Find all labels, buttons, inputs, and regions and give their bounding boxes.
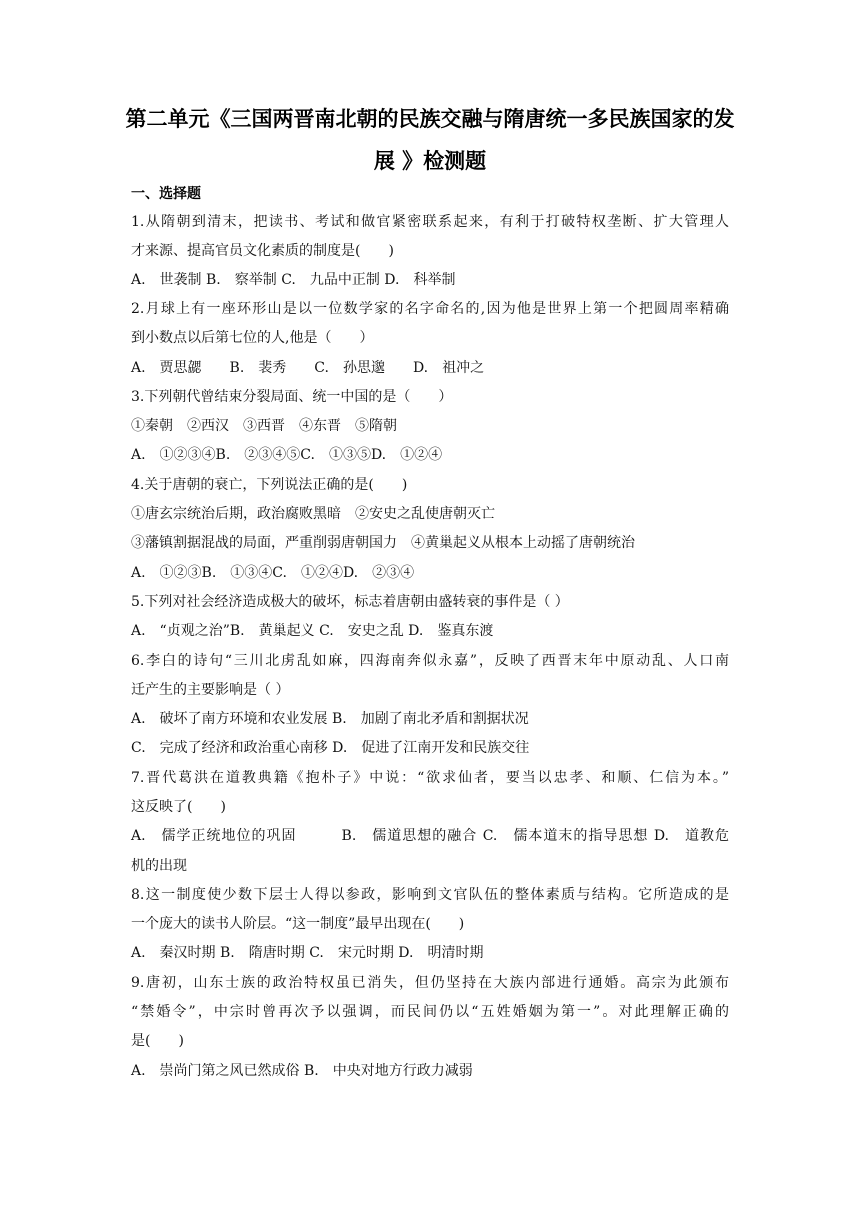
question-4-choices: ①唐玄宗统治后期，政治腐败黑暗 ②安史之乱使唐朝灭亡	[131, 506, 495, 522]
question-2-options: A. 贾思勰 B. 裴秀 C. 孙思邈 D. 祖冲之	[131, 360, 485, 376]
question-9-stem: 是( )	[131, 1033, 184, 1049]
question-5-options: A. “贞观之治”B. 黄巢起义 C. 安史之乱 D. 鉴真东渡	[131, 623, 494, 639]
question-4-stem: 4.关于唐朝的衰亡，下列说法正确的是( )	[131, 477, 408, 493]
question-4-options: A. ①②③B. ①③④C. ①②④D. ②③④	[131, 565, 415, 581]
question-3-choices: ①秦朝 ②西汉 ③西晋 ④东晋 ⑤隋朝	[131, 418, 397, 434]
question-8-options: A. 秦汉时期 B. 隋唐时期 C. 宋元时期 D. 明清时期	[131, 945, 484, 961]
question-9-stem: “禁婚令”，中宗时曾再次予以强调，而民间仍以“五姓婚姻为第一”。对此理解正确的	[131, 1004, 729, 1020]
page-title-line2: 展 》检测题	[373, 149, 487, 173]
question-1-stem: 才来源、提高官员文化素质的制度是( )	[131, 243, 394, 259]
question-2-stem: 2.月球上有一座环形山是以一位数学家的名字命名的,因为他是世界上第一个把圆周率精确	[131, 301, 729, 317]
question-8-stem: 8.这一制度使少数下层士人得以参政，影响到文官队伍的整体素质与结构。它所造成的是	[131, 887, 729, 903]
question-9-stem: 9.唐初，山东士族的政治特权虽已消失，但仍坚持在大族内部进行通婚。高宗为此颁布	[131, 975, 729, 991]
question-1-stem: 1.从隋朝到清末，把读书、考试和做官紧密联系起来，有利于打破特权垄断、扩大管理人	[131, 214, 729, 230]
question-7-options: A. 儒学正统地位的巩固 B. 儒道思想的融合 C. 儒本道末的指导思想 D. 道教危	[131, 828, 729, 844]
page-title-line1: 第二单元《三国两晋南北朝的民族交融与隋唐统一多民族国家的发	[125, 107, 735, 131]
question-7-stem: 这反映了( )	[131, 799, 226, 815]
question-9-options: A. 崇尚门第之风已然成俗 B. 中央对地方行政力减弱	[131, 1063, 473, 1079]
question-6-stem: 6.李白的诗句“三川北虏乱如麻，四海南奔似永嘉”，反映了西晋末年中原动乱、人口南	[131, 653, 729, 669]
question-3-stem: 3.下列朝代曾结束分裂局面、统一中国的是（ ）	[131, 389, 453, 405]
question-8-stem: 一个庞大的读书人阶层。“这一制度”最早出现在( )	[131, 916, 465, 932]
question-6-stem: 迁产生的主要影响是（ ）	[131, 682, 290, 698]
question-6-options: C. 完成了经济和政治重心南移 D. 促进了江南开发和民族交往	[131, 740, 530, 756]
question-6-options: A. 破坏了南方环境和农业发展 B. 加剧了南北矛盾和割据状况	[131, 711, 529, 727]
question-7-stem: 7.晋代葛洪在道教典籍《抱朴子》中说：“欲求仙者，要当以忠孝、和顺、仁信为本。”	[131, 770, 729, 786]
question-3-options: A. ①②③④B. ②③④⑤C. ①③⑤D. ①②④	[131, 447, 443, 463]
section-heading: 一、选择题	[131, 186, 201, 202]
question-7-options: 机的出现	[131, 858, 187, 874]
question-4-choices: ③藩镇割据混战的局面，严重削弱唐朝国力 ④黄巢起义从根本上动摇了唐朝统治	[131, 535, 635, 551]
question-2-stem: 到小数点以后第七位的人,他是（ ）	[131, 330, 374, 346]
question-1-options: A. 世袭制 B. 察举制 C. 九品中正制 D. 科举制	[131, 272, 456, 288]
question-5-stem: 5.下列对社会经济造成极大的破坏，标志着唐朝由盛转衰的事件是（ ）	[131, 594, 569, 610]
